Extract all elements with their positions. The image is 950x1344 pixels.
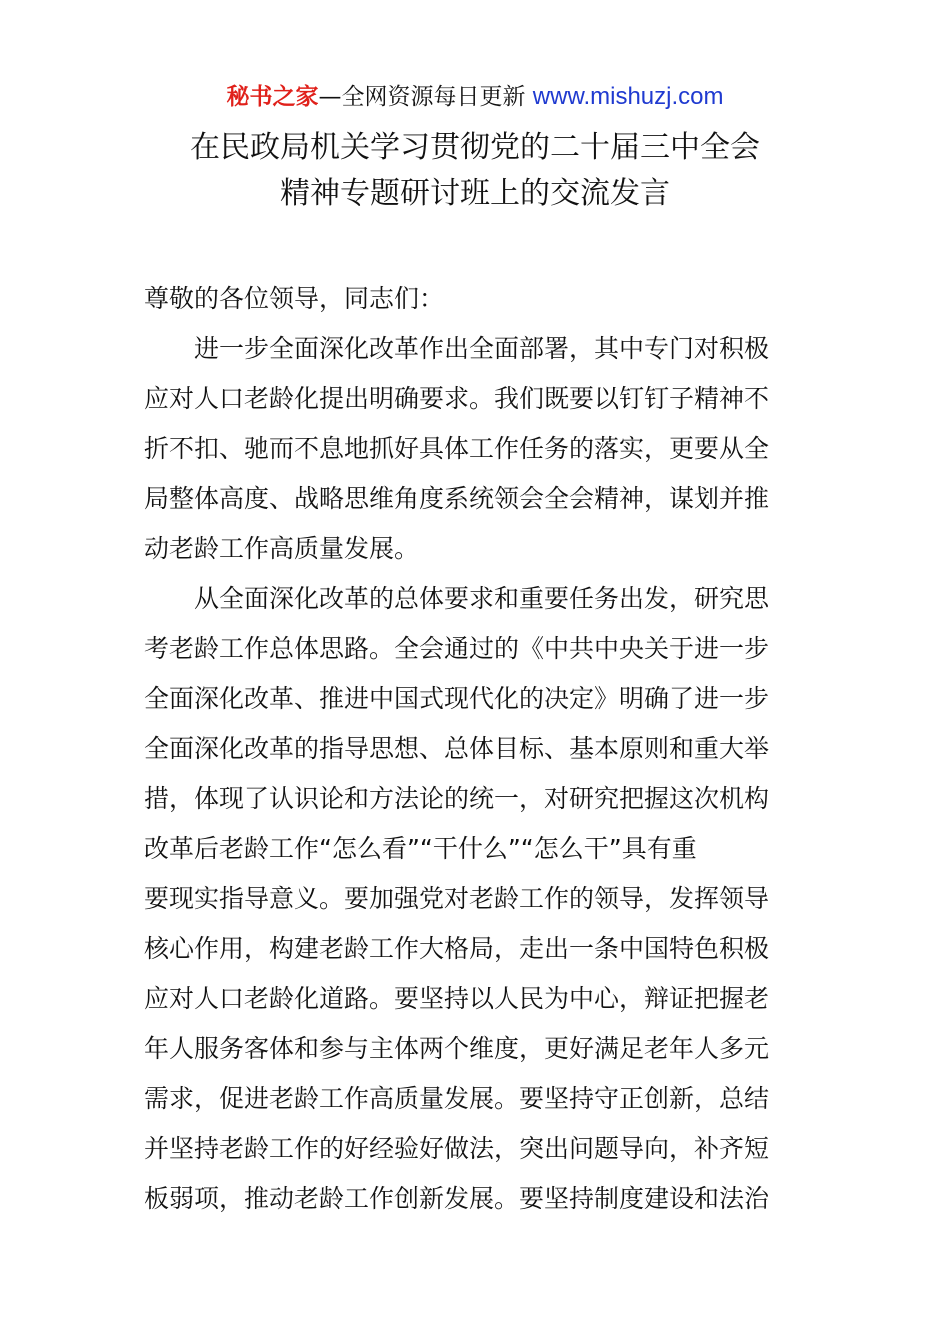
paragraph-2-line: 要现实指导意义。要加强党对老龄工作的领导，发挥领导 — [144, 884, 770, 913]
paragraph-2-line: 措，体现了认识论和方法论的统一，对研究把握这次机构 — [144, 784, 770, 813]
title-line-1: 在民政局机关学习贯彻党的二十届三中全会 — [190, 130, 760, 165]
paragraph-2-line: 考老龄工作总体思路。全会通过的《中共中央关于进一步 — [144, 634, 770, 663]
paragraph-2-line: 应对人口老龄化道路。要坚持以人民为中心，辩证把握老 — [144, 984, 770, 1013]
document-title — [0, 125, 950, 217]
paragraph-2-line: 核心作用，构建老龄工作大格局，走出一条中国特色积极 — [144, 934, 770, 963]
paragraph-2-line: 板弱项，推动老龄工作创新发展。要坚持制度建设和法治 — [144, 1184, 770, 1213]
paragraph-1-line: 折不扣、驰而不息地抓好具体工作任务的落实，更要从全 — [144, 434, 770, 463]
document-body — [144, 274, 808, 1224]
paragraph-2-line: 从全面深化改革的总体要求和重要任务出发，研究思 — [194, 584, 770, 613]
paragraph-1-line: 动老龄工作高质量发展。 — [144, 534, 420, 563]
paragraph-2-line: 年人服务客体和参与主体两个维度，更好满足老年人多元 — [144, 1034, 770, 1063]
site-tagline: —全网资源每日更新 — [318, 84, 526, 110]
title-line-2: 精神专题研讨班上的交流发言 — [280, 176, 670, 211]
paragraph-1-line: 局整体高度、战略思维角度系统领会全会精神，谋划并推 — [144, 484, 770, 513]
site-header — [0, 80, 950, 114]
paragraph-1-line: 进一步全面深化改革作出全面部署，其中专门对积极 — [194, 334, 770, 363]
paragraph-2-line: 并坚持老龄工作的好经验好做法，突出问题导向，补齐短 — [144, 1134, 770, 1163]
site-url-link[interactable]: www.mishuzj.com — [532, 83, 724, 110]
paragraph-2-line: 改革后老龄工作“怎么看”“干什么”“怎么干”具有重 — [144, 834, 697, 863]
paragraph-1-line: 应对人口老龄化提出明确要求。我们既要以钉钉子精神不 — [144, 384, 770, 413]
paragraph-2-line: 全面深化改革、推进中国式现代化的决定》明确了进一步 — [144, 684, 770, 713]
site-brand: 秘书之家 — [226, 84, 319, 110]
paragraph-2-line: 需求，促进老龄工作高质量发展。要坚持守正创新，总结 — [144, 1084, 770, 1113]
salutation: 尊敬的各位领导，同志们： — [144, 284, 445, 313]
paragraph-2-line: 全面深化改革的指导思想、总体目标、基本原则和重大举 — [144, 734, 770, 763]
